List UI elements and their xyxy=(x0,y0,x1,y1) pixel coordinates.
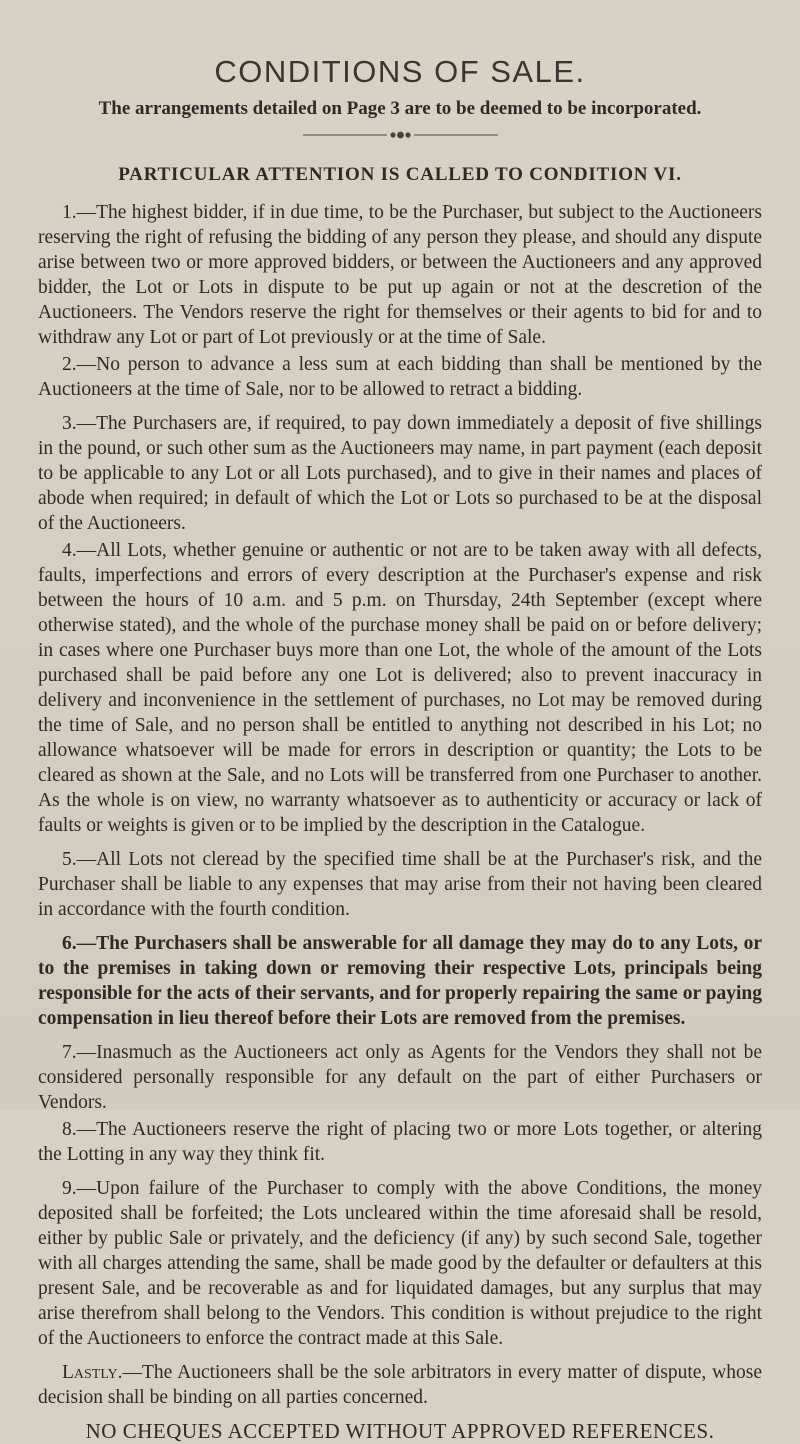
condition-3: 3.—The Purchasers are, if required, to pay down immediately a deposit of five shillings in the pound, or such other sum as the Auctioneers may name, in part payment (each deposit to be applicable to any Lot or all Lots purchased), and to give in their names and places of abode when required; in default of which the Lot or Lots so purchased to be at the disposal of the Auctioneers. xyxy=(38,413,762,534)
condition-6: 6.—The Purchasers shall be answerable for all damage they may do to any Lots, or to the premises in taking down or removing their respective Lots, principals being responsible for the acts of their servants, and for properly repairing the same or paying compensation in lieu thereof before their Lots are removed from the premises. xyxy=(38,933,762,1029)
lastly-text: —The Auctioneers shall be the sole arbitrators in every matter of dispute, whose decision shall be binding on all parties concerned. xyxy=(38,1362,762,1408)
page-title: CONDITIONS OF SALE. xyxy=(214,54,586,89)
condition-lastly xyxy=(38,1360,762,1410)
condition-8: 8.—The Auctioneers reserve the right of placing two or more Lots together, or altering the Lotting in any way they think fit. xyxy=(38,1119,762,1165)
condition-4: 4.—All Lots, whether genuine or authentic or not are to be taken away with all defects, faults, imperfections and errors of every description at the Purchaser's expense and risk between the hours of 10 a.m. and 5 p.m. on Thursday, 24th September (except where otherwise stated), and the whole of the purchase money shall be paid on or before delivery; in cases where one Purchaser buys more than one Lot, the whole of the amount of the Lots purchased shall be paid before any one Lot is delivered; also to prevent inaccuracy in delivery and inconvenience in the settlement of purchases, no Lot may be removed during the time of Sale, and no person shall be entitled to anything not described in his Lot; no allowance whatsoever will be made for errors in description or quantity; the Lots to be cleared as shown at the Sale, and no Lots will be transferred from one Purchaser to another. As the whole is on view, no warranty whatsoever as to authenticity or accuracy or lack of faults or weights is given or to be implied by the description in the Catalogue. xyxy=(38,540,762,836)
condition-9: 9.—Upon failure of the Purchaser to comply with the above Conditions, the money deposited shall be forfeited; the Lots uncleared within the time aforesaid shall be resold, either by public Sale or privately, and the deficiency (if any) by such second Sale, together with all charges attending the same, shall be made good by the defaulter or defaulters at this present Sale, and be recoverable as and for liquidated damages, but any surplus that may arise therefrom shall belong to the Vendors. This condition is without prejudice to the right of the Auctioneers to enforce the contract made at this Sale. xyxy=(38,1178,762,1349)
footer-notice: NO CHEQUES ACCEPTED WITHOUT APPROVED REFERENCES. xyxy=(85,1419,715,1443)
condition-7: 7.—Inasmuch as the Auctioneers act only as Agents for the Vendors they shall not be considered personally responsible for any default on the part of either Purchasers or Vendors. xyxy=(38,1042,762,1113)
condition-5: 5.—All Lots not cleread by the specified time shall be at the Purchaser's risk, and the Purchaser shall be liable to any expenses that may arise from their not having been cleared in accordance with the fourth condition. xyxy=(38,849,762,920)
condition-1: 1.—The highest bidder, if in due time, to be the Purchaser, but subject to the Auctioneers reserving the right of refusing the bidding of any person they please, and should any dispute arise between two or more approved bidders, or between the Auctioneers and any approved bidder, the Lot or Lots in dispute to be put up again or not at the descretion of the Auctioneers. The Vendors reserve the right for themselves or their agents to bid for and to withdraw any Lot or part of Lot previously or at the time of Sale. xyxy=(38,202,762,348)
ornament-divider-icon xyxy=(303,130,498,140)
lastly-lead: Lastly. xyxy=(62,1362,123,1383)
condition-2: 2.—No person to advance a less sum at each bidding than shall be mentioned by the Auctioneers at the time of Sale, nor to be allowed to retract a bidding. xyxy=(38,354,762,400)
subtitle: The arrangements detailed on Page 3 are to be deemed to be incorporated. xyxy=(98,98,702,119)
attention-heading: PARTICULAR ATTENTION IS CALLED TO CONDITION VI. xyxy=(118,164,682,185)
